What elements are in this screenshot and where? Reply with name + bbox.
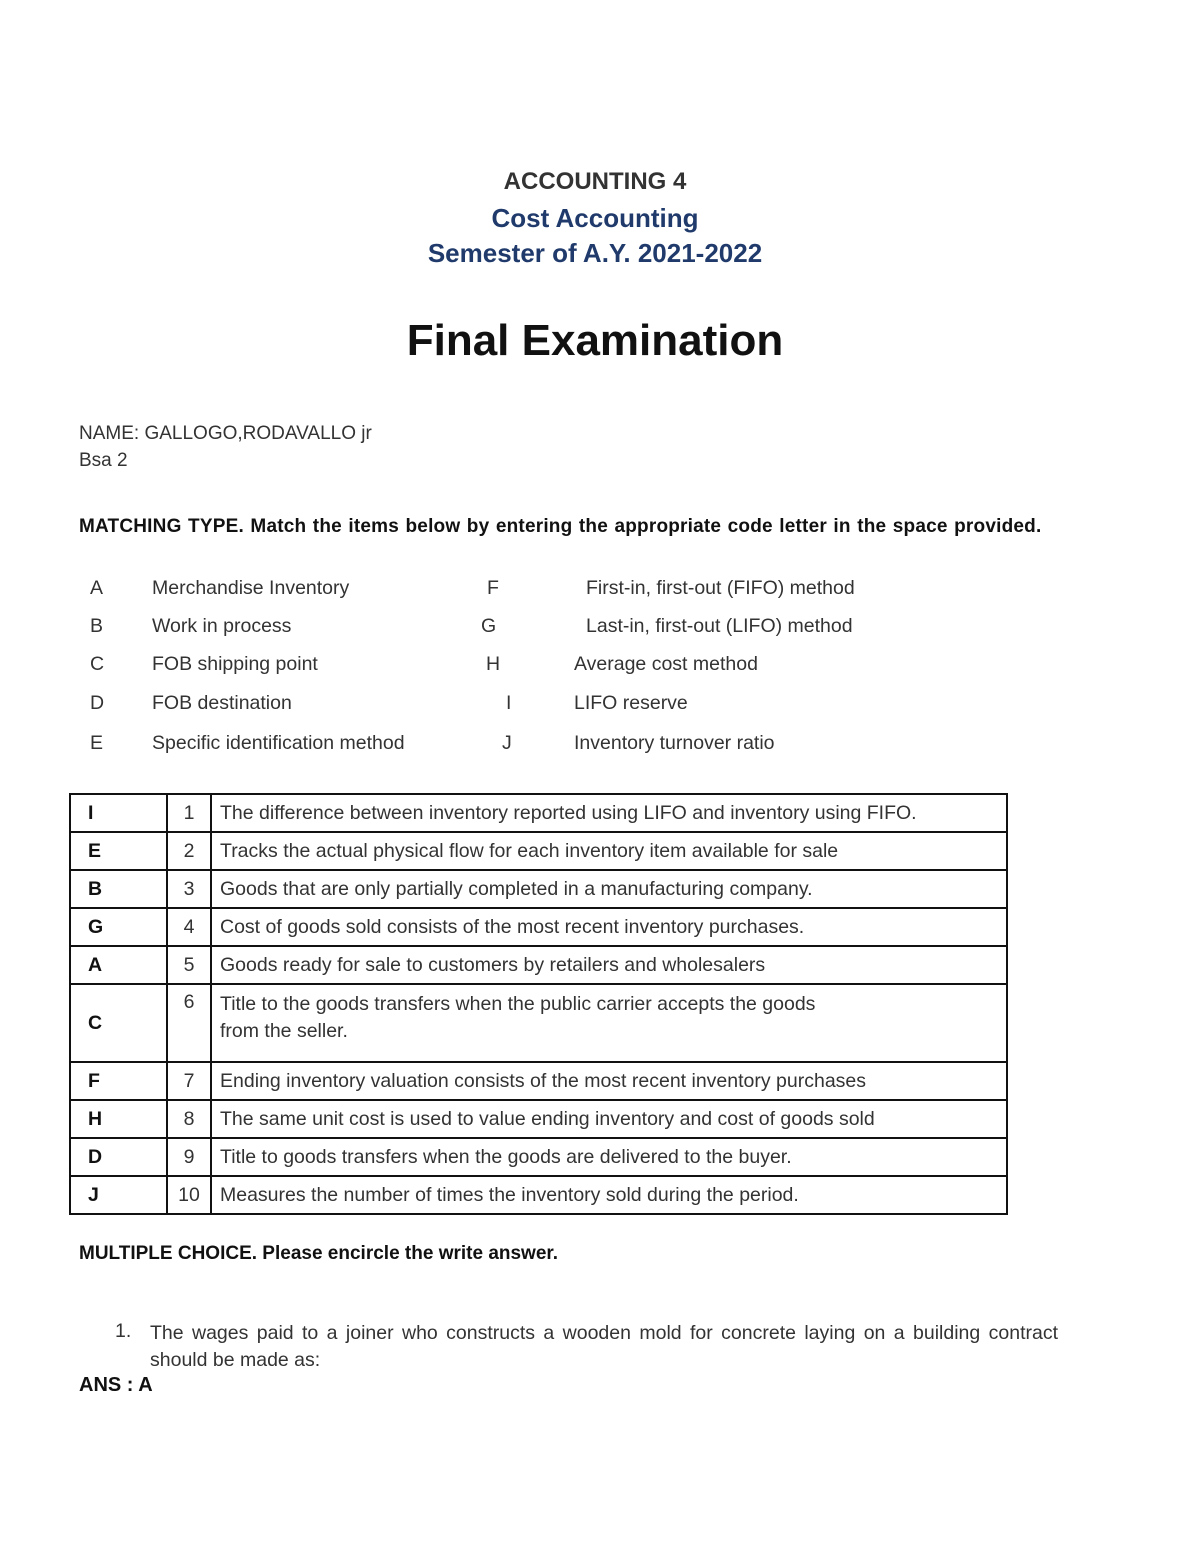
question-number: 1. xyxy=(115,1320,132,1342)
table-row xyxy=(70,1062,1007,1100)
student-section: Bsa 2 xyxy=(79,450,128,471)
item-number: 2 xyxy=(167,832,211,870)
key-letter: I xyxy=(506,692,512,714)
key-letter: H xyxy=(486,653,501,675)
item-description: The same unit cost is used to value ending inventory and cost of goods sold xyxy=(211,1100,1007,1138)
key-term: Average cost method xyxy=(574,653,758,675)
table-row xyxy=(70,1138,1007,1176)
item-number: 4 xyxy=(167,908,211,946)
question-answer: ANS : A xyxy=(79,1374,153,1396)
table-row xyxy=(70,870,1007,908)
item-description: Goods that are only partially completed in a manufacturing company. xyxy=(211,870,1007,908)
matching-key-row xyxy=(0,577,1000,607)
table-row xyxy=(70,832,1007,870)
item-number: 10 xyxy=(167,1176,211,1214)
key-term: Inventory turnover ratio xyxy=(574,732,775,754)
key-letter: G xyxy=(481,615,497,637)
table-row xyxy=(70,1176,1007,1214)
answer-cell: H xyxy=(70,1100,167,1138)
answer-cell: J xyxy=(70,1176,167,1214)
item-description: Title to goods transfers when the goods are delivered to the buyer. xyxy=(211,1138,1007,1176)
course-name: Cost Accounting xyxy=(491,203,699,233)
item-description: Ending inventory valuation consists of the most recent inventory purchases xyxy=(211,1062,1007,1100)
answer-cell: B xyxy=(70,870,167,908)
table-row xyxy=(70,984,1007,1062)
key-term: Merchandise Inventory xyxy=(152,577,350,599)
answer-cell: E xyxy=(70,832,167,870)
key-letter: D xyxy=(90,692,105,714)
matching-key-row xyxy=(0,615,1000,645)
item-number: 1 xyxy=(167,794,211,832)
matching-answer-table xyxy=(69,793,1008,1215)
item-description: Tracks the actual physical flow for each inventory item available for sale xyxy=(211,832,1007,870)
table-row xyxy=(70,908,1007,946)
item-description: Cost of goods sold consists of the most recent inventory purchases. xyxy=(211,908,1007,946)
item-description: Goods ready for sale to customers by retailers and wholesalers xyxy=(211,946,1007,984)
item-number: 8 xyxy=(167,1100,211,1138)
key-letter: F xyxy=(487,577,499,599)
key-term: FOB destination xyxy=(152,692,292,714)
answer-cell: A xyxy=(70,946,167,984)
item-description: The difference between inventory reported using LIFO and inventory using FIFO. xyxy=(211,794,1007,832)
item-description xyxy=(211,984,1007,1062)
matching-key-row xyxy=(0,692,1000,722)
key-term: LIFO reserve xyxy=(574,692,688,714)
question-text: The wages paid to a joiner who constructs a wooden mold for concrete laying on a building contract should be made as: xyxy=(150,1322,1058,1371)
key-term: Specific identification method xyxy=(152,732,405,754)
item-number: 9 xyxy=(167,1138,211,1176)
key-letter: E xyxy=(90,732,104,754)
table-row xyxy=(70,946,1007,984)
matching-instructions: MATCHING TYPE. Match the items below by entering the appropriate code letter in the space provided. xyxy=(79,516,1042,537)
answer-cell: I xyxy=(70,794,167,832)
answer-cell: C xyxy=(70,984,167,1062)
table-row xyxy=(70,1100,1007,1138)
item-number: 7 xyxy=(167,1062,211,1100)
description-line: Title to the goods transfers when the public carrier accepts the goods xyxy=(220,993,816,1015)
key-term: Work in process xyxy=(152,615,292,637)
semester-label: Semester of A.Y. 2021-2022 xyxy=(427,238,763,268)
item-description: Measures the number of times the inventory sold during the period. xyxy=(211,1176,1007,1214)
key-letter: J xyxy=(502,732,512,754)
item-number: 6 xyxy=(167,984,211,1062)
answer-cell: G xyxy=(70,908,167,946)
item-number: 3 xyxy=(167,870,211,908)
answer-cell: F xyxy=(70,1062,167,1100)
key-term: Last-in, first-out (LIFO) method xyxy=(586,615,853,637)
multiple-choice-heading: MULTIPLE CHOICE. Please encircle the write answer. xyxy=(79,1243,559,1264)
key-letter: C xyxy=(90,653,105,675)
key-term: First-in, first-out (FIFO) method xyxy=(586,577,855,599)
matching-key-row xyxy=(0,653,1000,683)
answer-cell: D xyxy=(70,1138,167,1176)
description-line: from the seller. xyxy=(220,1020,348,1042)
key-letter: B xyxy=(90,615,104,637)
item-number: 5 xyxy=(167,946,211,984)
table-row xyxy=(70,794,1007,832)
matching-key-row xyxy=(0,732,1000,762)
exam-title: Final Examination xyxy=(406,316,784,365)
student-name: NAME: GALLOGO,RODAVALLO jr xyxy=(79,423,372,444)
course-code: ACCOUNTING 4 xyxy=(503,168,687,195)
key-letter: A xyxy=(90,577,104,599)
key-term: FOB shipping point xyxy=(152,653,318,675)
